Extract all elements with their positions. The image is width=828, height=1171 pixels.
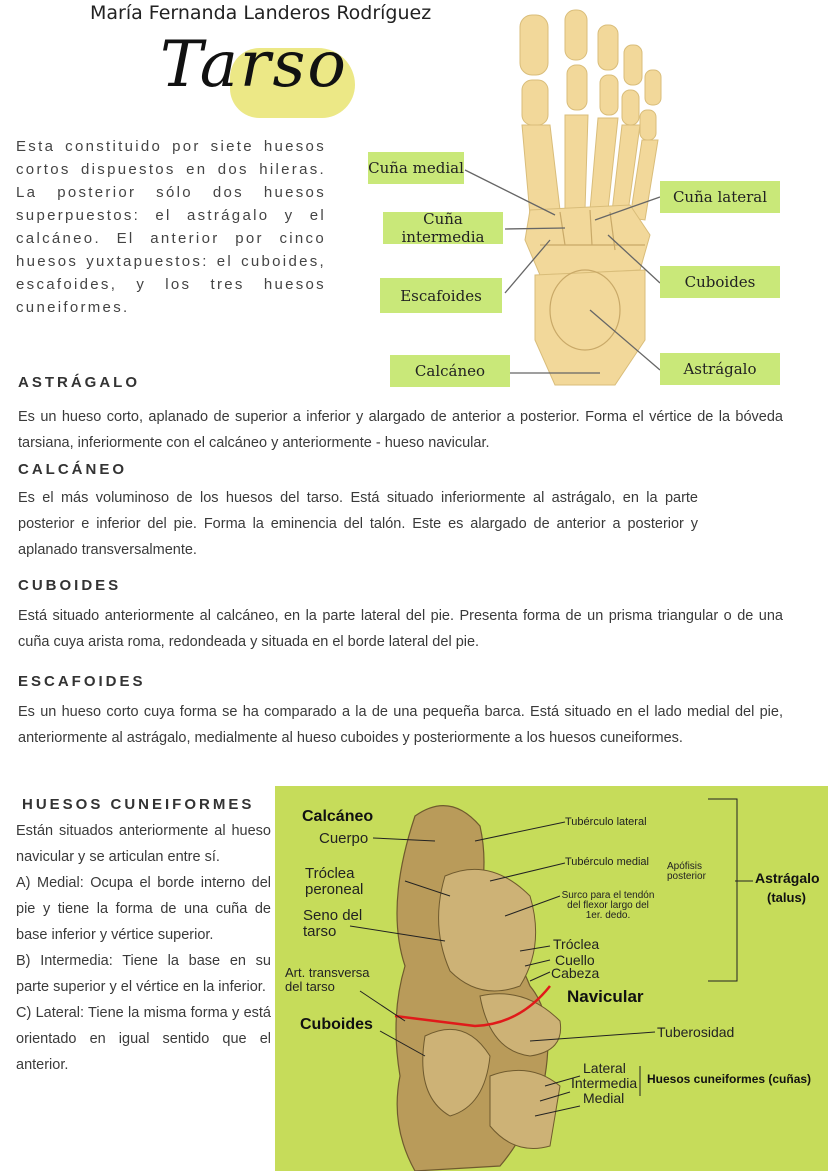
anatomy-photo <box>275 786 828 1171</box>
ph-calcaneo: Calcáneo <box>302 808 374 825</box>
heading-astragalo: ASTRÁGALO <box>18 374 140 391</box>
page-title: Tarso <box>160 28 348 102</box>
text-calcaneo: Es el más voluminoso de los huesos del tarso. Está situado inferiormente al astrágalo, en la parte posterior e inferior del pie. Forma la eminencia del talón. Este es alargado de anterior a posterior y aplanado transversalmente. <box>18 490 698 558</box>
ph-seno-tarso: Seno del tarso <box>303 907 363 940</box>
ph-cuerpo: Cuerpo <box>319 830 369 847</box>
heading-cuboides: CUBOIDES <box>18 577 122 594</box>
ph-cuneiformes: Huesos cuneiformes (cuñas) <box>647 1072 812 1086</box>
ph-art-transversa: Art. transversa del tarso <box>285 965 370 994</box>
cuneiformes-a: A) Medial: Ocupa el borde interno del pie y tiene la forma de una cuña de base inferior y vértice superior. <box>16 875 271 943</box>
label-astragalo: Astrágalo <box>660 353 780 385</box>
text-astragalo: Es un hueso corto, aplanado de superior a inferior y alargado de anterior a posterior. Forma el vértice de la bóveda tarsiana, inferiormente con el calcáneo y anteriormente - hueso navicular. <box>18 409 783 451</box>
ph-astragalo: Astrágalo <box>755 870 820 886</box>
text-cuboides: Está situado anteriormente al calcáneo, en la parte lateral del pie. Presenta forma de un prisma triangular o de una cuña cuya arista roma, redondeada y situada en el borde lateral del pie. <box>18 608 783 650</box>
label-cuna-lateral: Cuña lateral <box>660 181 780 213</box>
ph-surco: Surco para el tendón del flexor largo del 1er. dedo. <box>561 890 655 921</box>
text-escafoides: Es un hueso corto cuya forma se ha comparado a la de una pequeña barca. Está situado en el lado medial del pie, anteriormente al astrágalo, medialmente al hueso cuboides y posteriormente a los huesos cuneiformes. <box>18 704 783 746</box>
heading-cuneiformes: HUESOS CUNEIFORMES <box>22 796 255 813</box>
ph-navicular: Navicular <box>567 987 644 1006</box>
cuneiformes-b: B) Intermedia: Tiene la base en su parte superior y el vértice en la inferior. <box>16 953 271 995</box>
ph-troclea-peroneal: Tróclea peroneal <box>305 865 364 898</box>
ph-troclea: Tróclea <box>553 936 600 952</box>
ph-tuberculo-medial: Tubérculo medial <box>565 856 649 868</box>
ph-tuberculo-lateral: Tubérculo lateral <box>565 816 647 828</box>
label-cuna-medial: Cuña medial <box>368 152 464 184</box>
author-name: María Fernanda Landeros Rodríguez <box>90 2 432 24</box>
cuneiformes-c: C) Lateral: Tiene la misma forma y está orientado en igual sentido que el anterior. <box>16 1005 271 1073</box>
label-cuboides: Cuboides <box>660 266 780 298</box>
ph-medial: Medial <box>583 1090 625 1106</box>
label-cuna-intermedia: Cuña intermedia <box>383 212 503 244</box>
ph-apofisis: Apófisis posterior <box>667 861 706 882</box>
ph-tuberosidad: Tuberosidad <box>657 1024 735 1040</box>
text-cuneiformes <box>16 818 271 1078</box>
ph-cuello: Cuello <box>555 952 595 968</box>
intro-paragraph: Esta constituido por siete huesos cortos dispuestos en dos hileras. La posterior sólo dos huesos superpuestos: el astrágalo y el calcáneo. El anterior por cinco huesos yuxtapuestos: el cuboides, escafoides, y los tres huesos cuneiformes. <box>16 138 326 316</box>
ph-lateral: Lateral <box>583 1060 626 1076</box>
ph-cabeza: Cabeza <box>551 965 600 981</box>
heading-calcaneo: CALCÁNEO <box>18 461 127 478</box>
label-escafoides: Escafoides <box>380 278 502 313</box>
label-calcaneo: Calcáneo <box>390 355 510 387</box>
ph-cuboides: Cuboides <box>300 1016 373 1033</box>
cuneiformes-intro: Están situados anteriormente al hueso navicular y se articulan entre sí. <box>16 823 271 865</box>
heading-escafoides: ESCAFOIDES <box>18 673 146 690</box>
ph-intermedia: Intermedia <box>571 1075 638 1091</box>
ph-talus: (talus) <box>767 890 806 905</box>
